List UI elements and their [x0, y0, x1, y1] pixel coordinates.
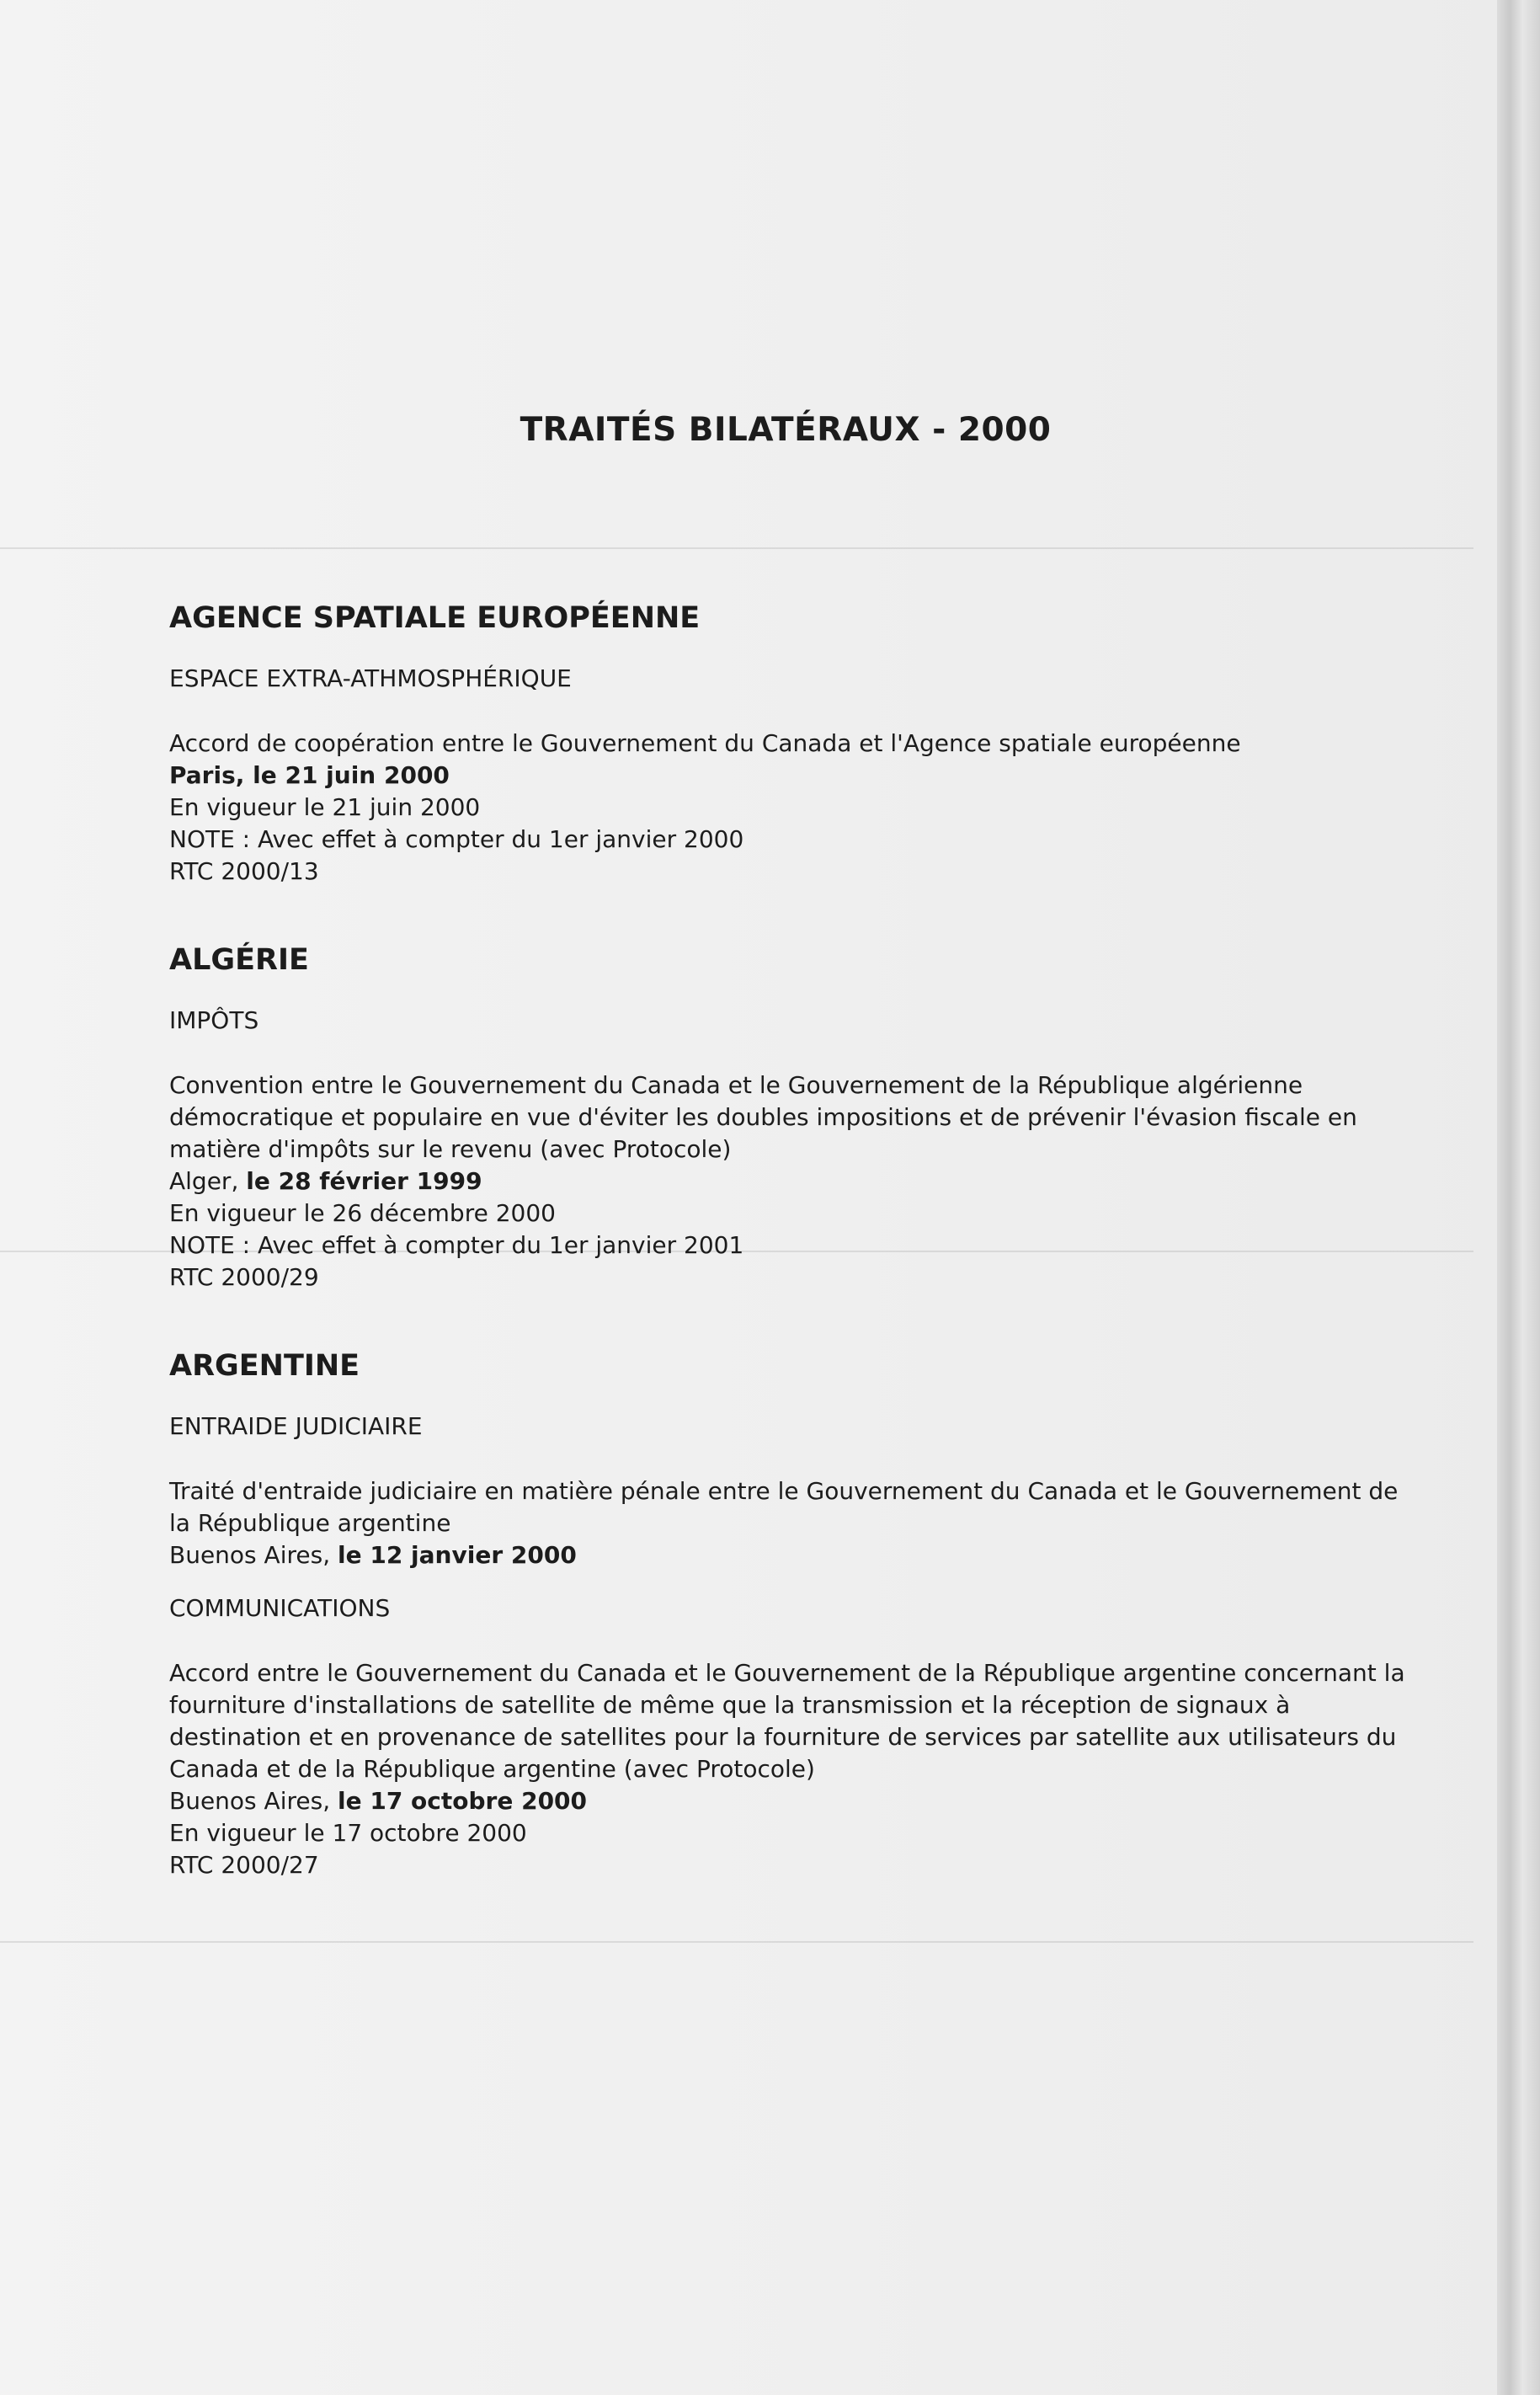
treaty-description: Accord entre le Gouvernement du Canada et le Gouvernement de la République argentine concernant la fourniture d'installations de satellite de même que la transmission et la réception de signaux à destination et en provenance de satellites pour la fourniture de services par satellite aux utilisateurs du Canada et de la République argentine (avec Protocole) [169, 1659, 1405, 1783]
note-line: NOTE : Avec effet à compter du 1er janvier 2001 [169, 1231, 744, 1259]
bleed-through-rule [0, 547, 1473, 549]
signature-date: le 12 janvier 2000 [338, 1541, 577, 1569]
treaty-description: Convention entre le Gouvernement du Canada et le Gouvernement de la République algérienne démocratique et populaire en vue d'éviter les doubles impositions et de prévenir l'évasion fiscale en matière d'impôts sur le revenu (avec Protocole) [169, 1071, 1357, 1163]
rtc-reference: RTC 2000/29 [169, 1263, 319, 1291]
rtc-reference: RTC 2000/13 [169, 857, 319, 885]
country-heading: ALGÉRIE [169, 943, 309, 977]
signature-date: le 17 octobre 2000 [338, 1787, 588, 1815]
treaty-description: Accord de coopération entre le Gouvernement du Canada et l'Agence spatiale européenne [169, 729, 1241, 757]
country-heading: AGENCE SPATIALE EUROPÉENNE [169, 601, 701, 635]
signature-line: Buenos Aires, le 17 octobre 2000 [169, 1787, 588, 1815]
signature-date: le 28 février 1999 [246, 1167, 482, 1195]
subject-heading: ESPACE EXTRA-ATHMOSPHÉRIQUE [169, 664, 572, 692]
bleed-through-rule [0, 1941, 1473, 1943]
rtc-reference: RTC 2000/27 [169, 1851, 319, 1879]
in-force-line: En vigueur le 26 décembre 2000 [169, 1199, 556, 1227]
in-force-line: En vigueur le 21 juin 2000 [169, 793, 481, 821]
note-line: NOTE : Avec effet à compter du 1er janvier 2000 [169, 825, 744, 853]
treaty-description: Traité d'entraide judiciaire en matière pénale entre le Gouvernement du Canada et le Gouvernement de la République argentine [169, 1477, 1399, 1537]
signature-line: Buenos Aires, le 12 janvier 2000 [169, 1541, 577, 1569]
signature-line: Alger, le 28 février 1999 [169, 1167, 482, 1195]
subject-heading: ENTRAIDE JUDICIAIRE [169, 1412, 423, 1440]
page-title: TRAITÉS BILATÉRAUX - 2000 [520, 411, 1052, 449]
signature-date: Paris, le 21 juin 2000 [169, 761, 450, 789]
page-edge [1497, 0, 1540, 2395]
treaty-section-algerie [169, 941, 1415, 1294]
country-heading: ARGENTINE [169, 1349, 360, 1383]
treaty-section-esa [169, 600, 1415, 888]
treaty-section-argentine [169, 1347, 1415, 1881]
document-body [169, 600, 1415, 1881]
subject-heading: IMPÔTS [169, 1006, 259, 1034]
signature-line [169, 760, 1415, 792]
subject-heading: COMMUNICATIONS [169, 1594, 391, 1622]
in-force-line: En vigueur le 17 octobre 2000 [169, 1819, 527, 1847]
